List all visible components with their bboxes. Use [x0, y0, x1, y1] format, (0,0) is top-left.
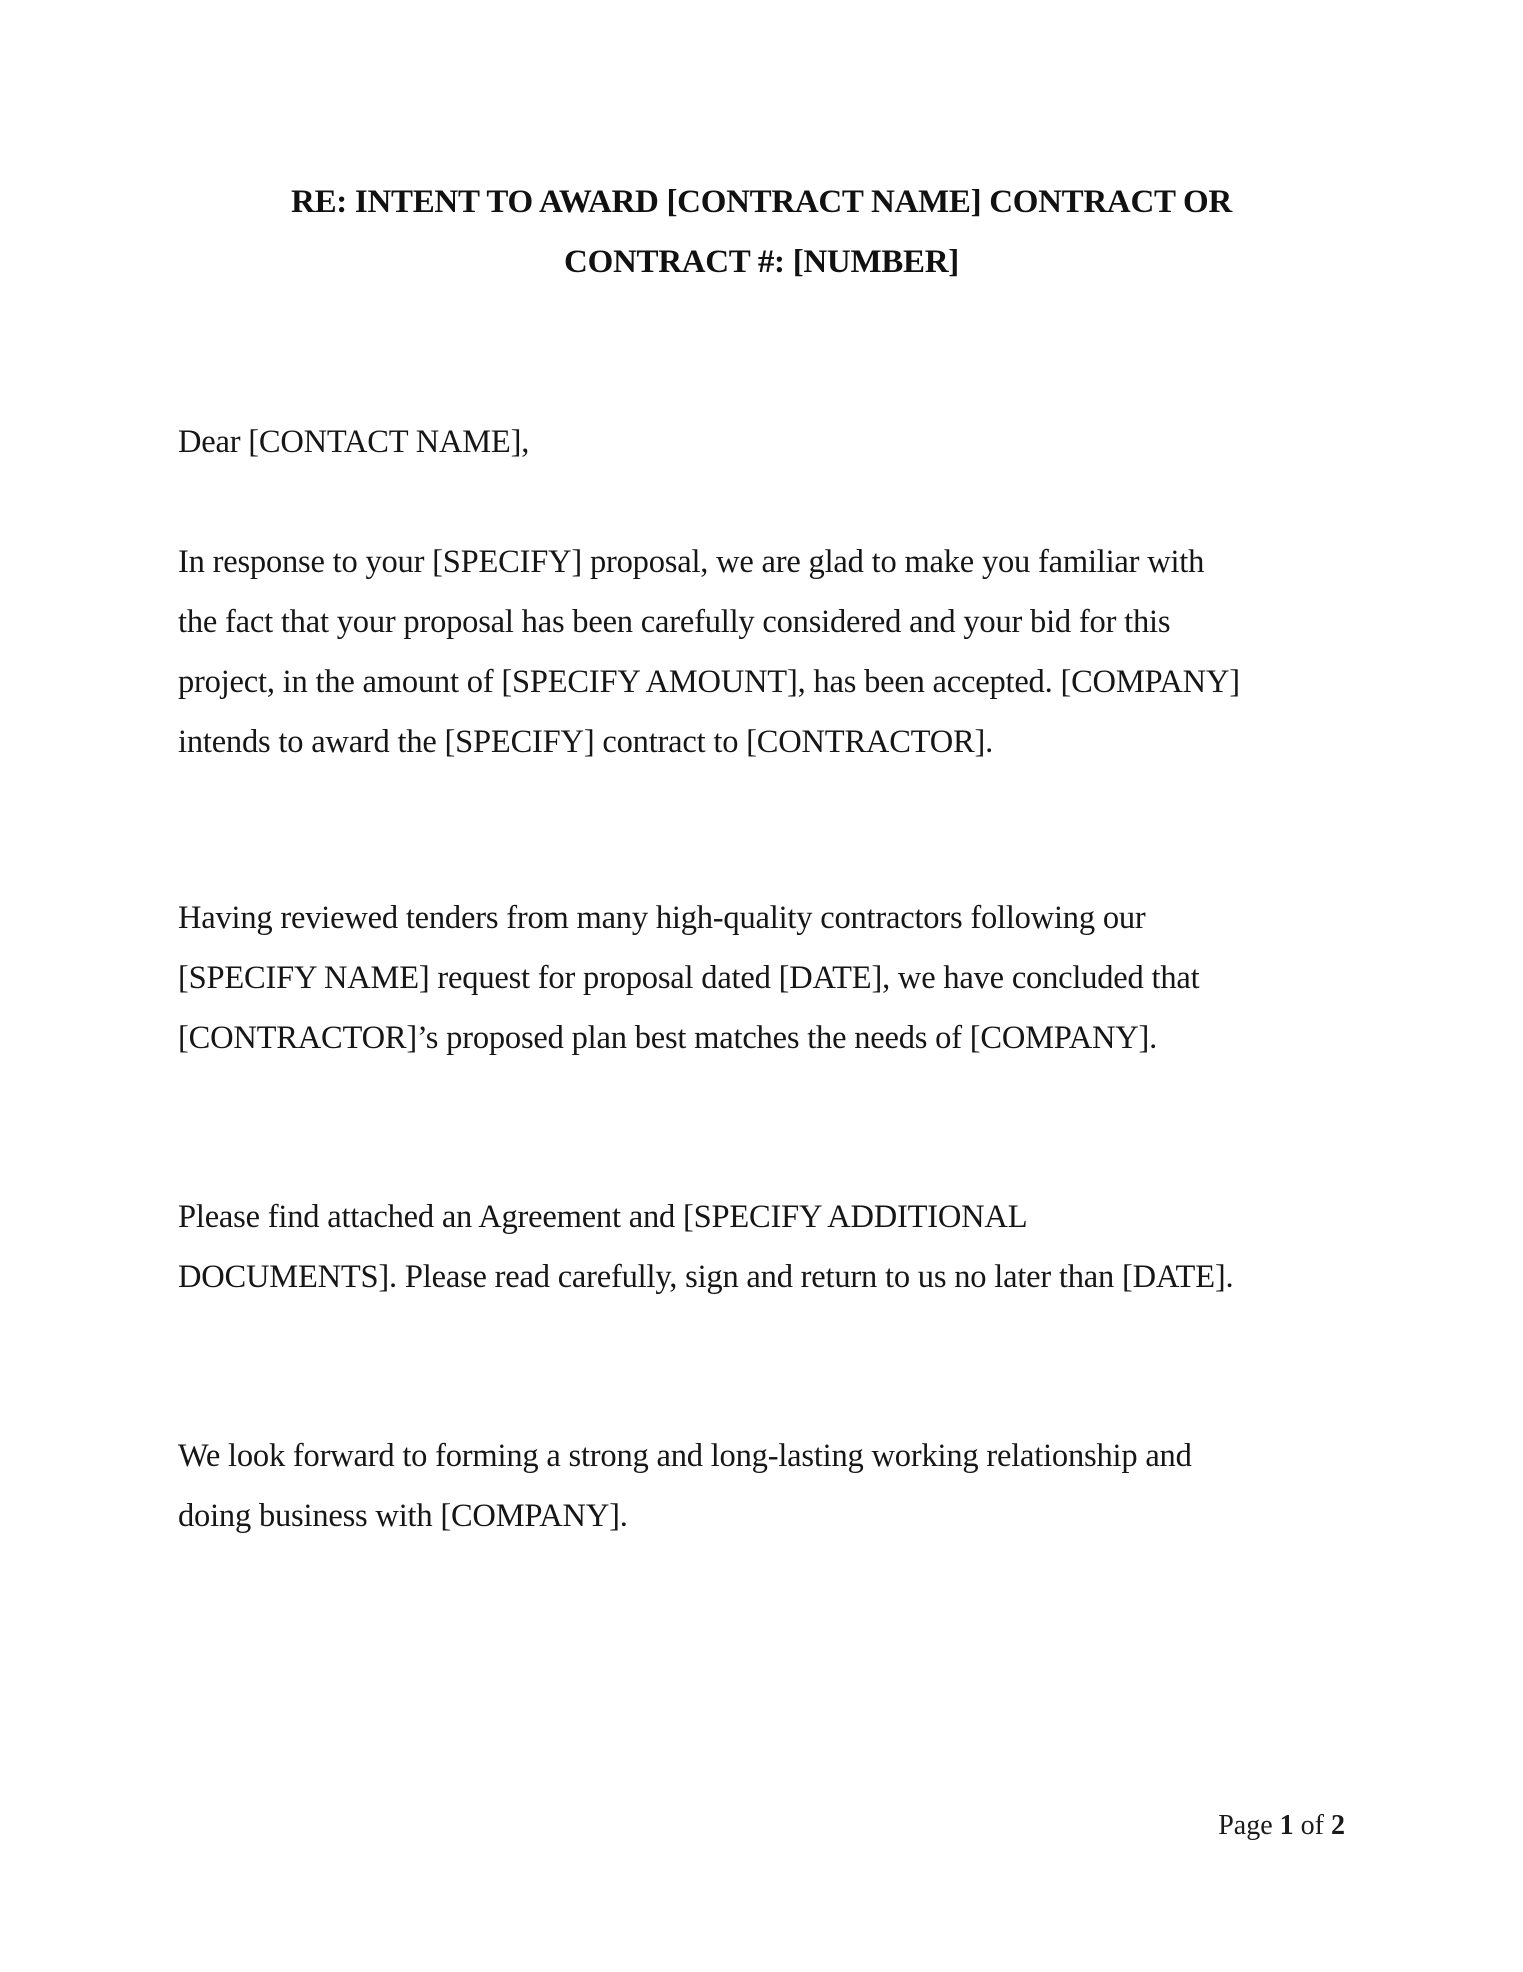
current-page-number: 1 — [1279, 1810, 1294, 1841]
paragraph-line: intends to award the [SPECIFY] contract to [CONTRACTOR]. — [178, 724, 994, 760]
salutation-text: Dear [CONTACT NAME], — [178, 424, 530, 460]
of-label: of — [1300, 1810, 1324, 1841]
paragraph-award-notice — [178, 532, 1378, 772]
paragraph-line: the fact that your proposal has been carefully considered and your bid for this — [178, 604, 1171, 640]
paragraph-line: We look forward to forming a strong and long-lasting working relationship and — [178, 1438, 1192, 1474]
paragraph-review-conclusion — [178, 888, 1378, 1068]
page-prefix: Page — [1218, 1810, 1273, 1841]
paragraph-line: [CONTRACTOR]’s proposed plan best matches the needs of [COMPANY]. — [178, 1020, 1158, 1056]
paragraph-line: project, in the amount of [SPECIFY AMOUNT], has been accepted. [COMPANY] — [178, 664, 1240, 700]
document-title — [0, 172, 1523, 292]
title-line-2: CONTRACT #: [NUMBER] — [564, 244, 959, 280]
paragraph-line: doing business with [COMPANY]. — [178, 1498, 628, 1534]
page-number-footer — [1180, 1806, 1345, 1846]
paragraph-line: In response to your [SPECIFY] proposal, we are glad to make you familiar with — [178, 544, 1205, 580]
title-line-1: RE: INTENT TO AWARD [CONTRACT NAME] CONTRACT OR — [291, 184, 1232, 220]
paragraph-line: Having reviewed tenders from many high-quality contractors following our — [178, 900, 1146, 936]
salutation — [178, 412, 1378, 472]
total-pages-number: 2 — [1331, 1810, 1345, 1841]
paragraph-closing — [178, 1426, 1378, 1546]
paragraph-line: DOCUMENTS]. Please read carefully, sign and return to us no later than [DATE]. — [178, 1259, 1234, 1295]
paragraph-attachments — [178, 1187, 1378, 1307]
paragraph-line: Please find attached an Agreement and [SPECIFY ADDITIONAL — [178, 1199, 1028, 1235]
paragraph-line: [SPECIFY NAME] request for proposal dated [DATE], we have concluded that — [178, 960, 1200, 996]
